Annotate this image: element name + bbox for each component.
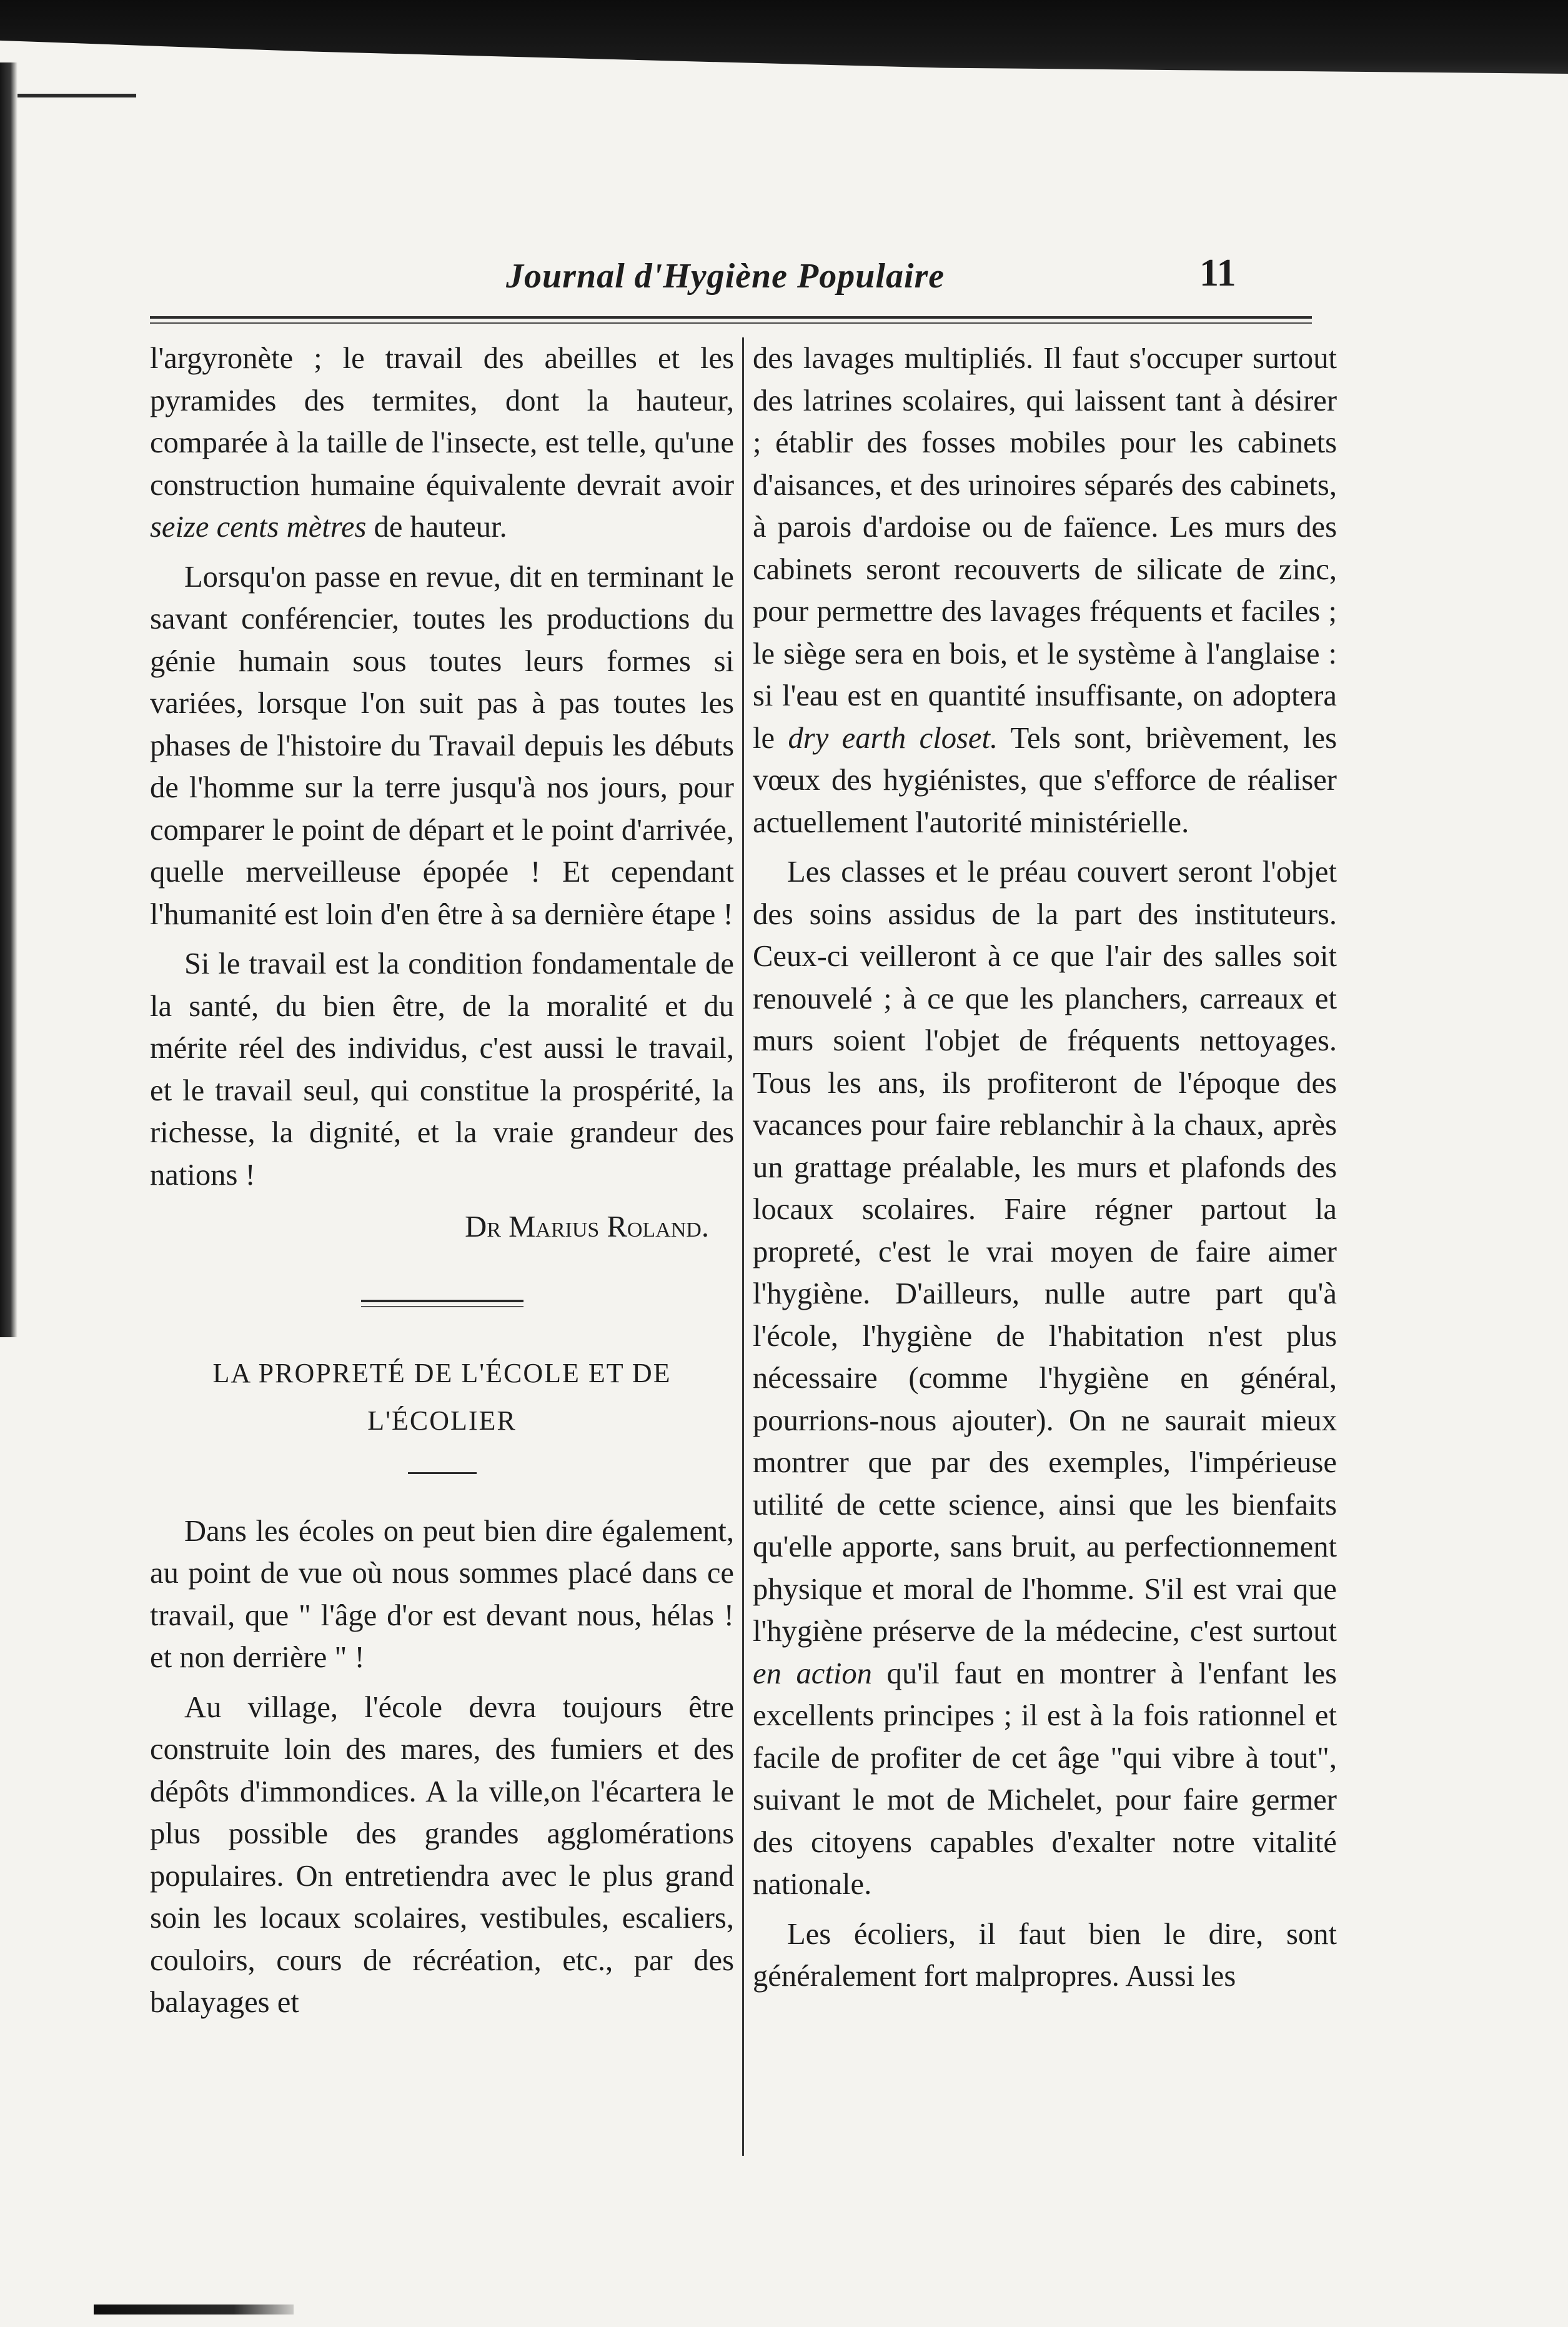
emphasis: en action (753, 1656, 872, 1690)
scan-left-edge (0, 62, 17, 1337)
scan-corner-mark (17, 94, 136, 97)
author-signature: Dr Marius Roland. (465, 1210, 709, 1243)
page-number: 11 (1199, 252, 1236, 294)
emphasis: seize cents mètres (150, 510, 367, 544)
section-divider (361, 1300, 523, 1302)
section-divider-thin (361, 1306, 523, 1307)
paragraph: Dans les écoles on peut bien dire également, au point de vue où nous sommes placé dans ce travail, que " l'âge d'or est devant nous, hélas ! et non derrière " ! (150, 1513, 734, 1674)
title-underline (408, 1472, 477, 1474)
paragraph: l'argyronète ; le travail des abeilles et les pyramides des termites, dont la hauteur, comparée à la taille de l'insecte, est telle, qu'une construction humaine équivalente devrait avoir seize cents mètres de hauteur. (150, 341, 734, 544)
paragraph: des lavages multipliés. Il faut s'occuper surtout des latrines scolaires, qui laissent tant à désirer ; établir des fosses mobiles pour les cabinets d'aisances, et des urinoires séparés des cabinets, à parois d'ardoise ou de faïence. Les murs des cabinets seront recouverts de silicate de zinc, pour permettre des lavages fréquents et faciles ; le siège sera en bois, et le système à l'anglaise : si l'eau est en quantité insuffisante, on adoptera le dry earth closet. Tels sont, brièvement, les vœux des hygiénistes, que s'efforce de réaliser actuellement l'autorité ministérielle. (753, 341, 1337, 839)
emphasis: dry earth closet. (788, 720, 998, 755)
scan-bottom-mark (94, 2305, 294, 2315)
column-divider (742, 337, 744, 2156)
paragraph: Les écoliers, il faut bien le dire, sont généralement fort malpropres. Aussi les (753, 1916, 1337, 1993)
running-title: Journal d'Hygiène Populaire (506, 257, 945, 296)
paragraph: Au village, l'école devra toujours être construite loin des mares, des fumiers et des dépôts d'immondices. A la ville,on l'écartera le plus possible des grandes agglomérations populaires. On entretiendra avec le plus grand soin les locaux scolaires, vestibules, escaliers, couloirs, cours de récréation, etc., par des balayages et (150, 1690, 734, 2019)
section-title: LA PROPRETÉ DE L'ÉCOLE ET DE L'ÉCOLIER (212, 1357, 672, 1436)
header-rule (150, 316, 1312, 319)
left-column (150, 337, 734, 2024)
paragraph: Lorsqu'on passe en revue, dit en terminant le savant conférencier, toutes les productions du génie humain sous toutes leurs formes si variées, lorsque l'on suit pas à pas toutes les phases de l'histoire du Travail depuis les débuts de l'homme sur la terre jusqu'à nos jours, pour comparer le point de départ et le point d'arrivée, quelle merveilleuse épopée ! Et cependant l'humanité est loin d'en être à sa dernière étape ! (150, 559, 734, 931)
right-column (753, 337, 1337, 1998)
paragraph: Si le travail est la condition fondamentale de la santé, du bien être, de la moralité et du mérite réel des individus, c'est aussi le travail, et le travail seul, qui constitue la prospérité, la richesse, la dignité, et la vraie grandeur des nations ! (150, 947, 734, 1192)
scan-top-edge (0, 0, 1568, 74)
header-rule-thin (150, 322, 1312, 324)
paragraph: Les classes et le préau couvert seront l'objet des soins assidus de la part des instituteurs. Ceux-ci veilleront à ce que l'air des salles soit renouvelé ; à ce que les planchers, carreaux et murs soient l'objet de fréquents nettoyages. Tous les ans, ils profiteront de l'époque des vacances pour faire reblanchir à la chaux, après un grattage préalable, les murs et plafonds des locaux scolaires. Faire régner partout la propreté, c'est le vrai moyen de faire aimer l'hygiène. D'ailleurs, nulle autre part qu'à l'école, l'hygiène de l'habitation n'est plus nécessaire (comme l'hygiène en général, pourrions-nous ajouter). On ne saurait mieux montrer que par des exemples, l'impérieuse utilité de cette science, ainsi que les bienfaits qu'elle apporte, sans bruit, au perfectionnement physique et moral de l'homme. S'il est vrai que l'hygiène préserve de la médecine, c'est surtout en action qu'il faut en montrer à l'enfant les excellents principes ; il est à la fois rationnel et facile de profiter de cet âge "qui vibre à tout", suivant le mot de Michelet, pour faire germer des citoyens capables d'exalter notre vitalité nationale. (753, 855, 1337, 1901)
